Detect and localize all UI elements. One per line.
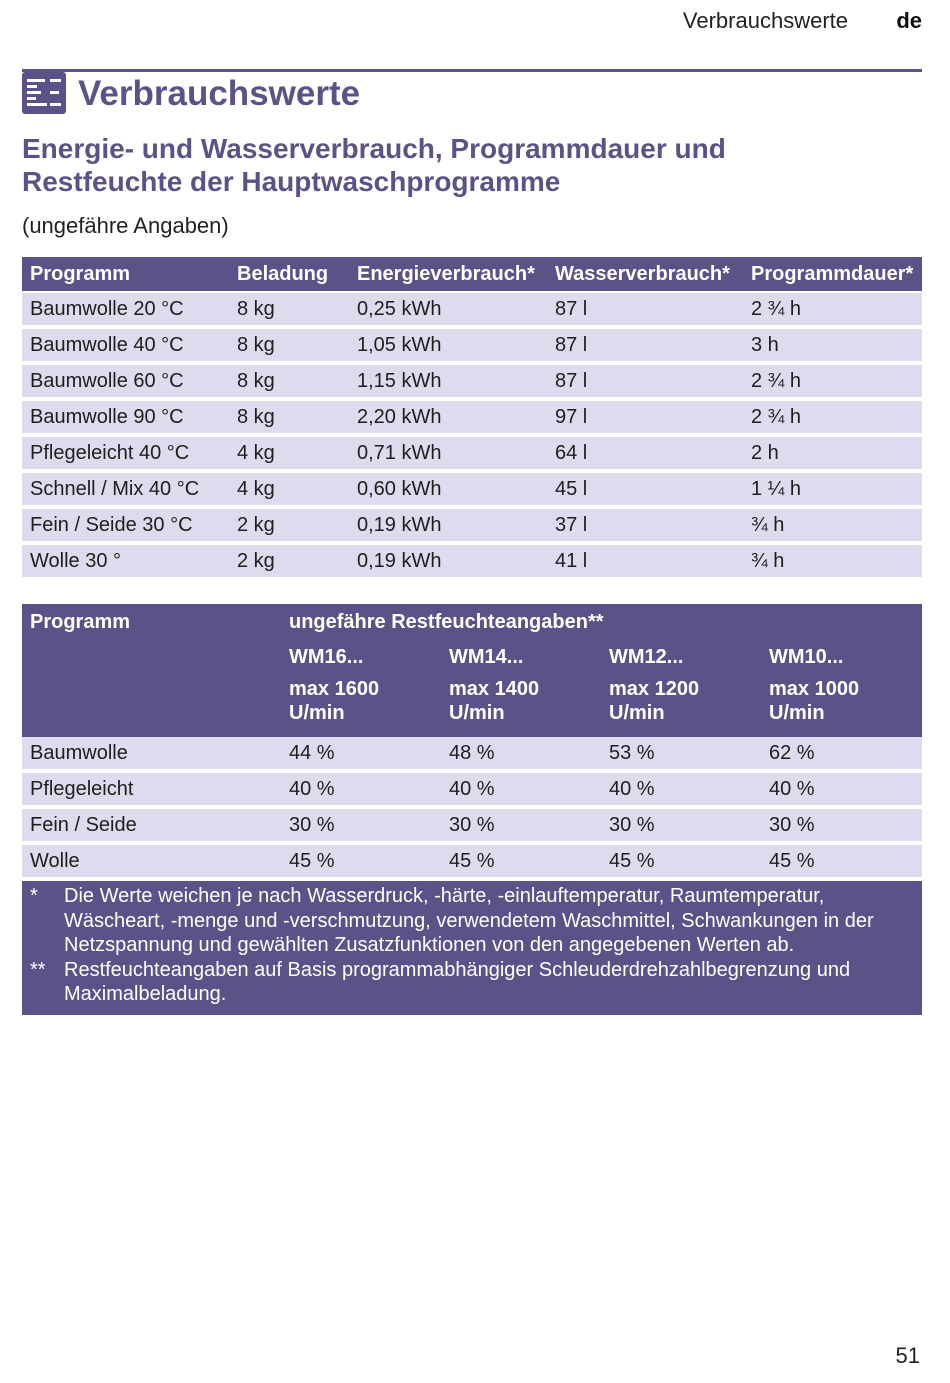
water-cell: 87 l — [547, 365, 743, 401]
column-header: Energieverbrauch* — [349, 257, 547, 293]
duration-cell: 2 h — [743, 437, 922, 473]
moisture-cell: 62 % — [761, 737, 922, 773]
load-cell: 2 kg — [229, 545, 349, 581]
table-row — [22, 473, 922, 509]
water-cell: 87 l — [547, 293, 743, 329]
speed-value: max 1200 — [609, 678, 700, 700]
consumption-values-icon — [22, 72, 66, 114]
energy-cell: 1,15 kWh — [349, 365, 547, 401]
speed-header-row — [22, 675, 922, 737]
table-row — [22, 845, 922, 881]
moisture-cell: 45 % — [761, 845, 922, 881]
model-header: WM10... — [761, 639, 922, 675]
water-cell: 37 l — [547, 509, 743, 545]
load-cell: 8 kg — [229, 401, 349, 437]
moisture-cell: 48 % — [441, 737, 601, 773]
moisture-cell: 40 % — [281, 773, 441, 809]
program-cell: Baumwolle — [22, 737, 281, 773]
section-title: Verbrauchswerte — [78, 74, 361, 113]
speed-unit: U/min — [769, 702, 825, 724]
speed-header — [281, 675, 441, 737]
speed-value: max 1000 — [769, 678, 860, 700]
moisture-cell: 30 % — [601, 809, 761, 845]
program-cell: Pflegeleicht — [22, 773, 281, 809]
footnote-mark: * — [30, 885, 38, 907]
footnotes — [22, 881, 922, 1015]
language-code: de — [896, 8, 922, 33]
program-cell: Pflegeleicht 40 °C — [22, 437, 229, 473]
energy-cell: 0,60 kWh — [349, 473, 547, 509]
subtitle-line-2: Restfeuchte der Hauptwaschprogramme — [22, 166, 561, 197]
table-row — [22, 329, 922, 365]
duration-cell: 2 ¾ h — [743, 293, 922, 329]
speed-unit: U/min — [289, 702, 345, 724]
moisture-cell: 30 % — [761, 809, 922, 845]
water-cell: 41 l — [547, 545, 743, 581]
water-cell: 87 l — [547, 329, 743, 365]
moisture-cell: 45 % — [601, 845, 761, 881]
moisture-cell: 40 % — [441, 773, 601, 809]
program-cell: Baumwolle 60 °C — [22, 365, 229, 401]
column-header: Programm — [22, 257, 229, 293]
running-header — [0, 8, 922, 36]
load-cell: 8 kg — [229, 329, 349, 365]
program-cell: Wolle — [22, 845, 281, 881]
table-header-row — [22, 604, 922, 639]
footnote-text: Restfeuchteangaben auf Basis programmabhängiger Schleuderdrehzahlbegrenzung und Maximalbeladung. — [64, 958, 851, 1005]
program-cell: Baumwolle 40 °C — [22, 329, 229, 365]
duration-cell: ¾ h — [743, 509, 922, 545]
running-header-title: Verbrauchswerte — [682, 8, 848, 33]
energy-cell: 0,19 kWh — [349, 545, 547, 581]
table-row — [22, 773, 922, 809]
speed-value: max 1400 — [449, 678, 540, 700]
table-row — [22, 809, 922, 845]
energy-cell: 2,20 kWh — [349, 401, 547, 437]
load-cell: 2 kg — [229, 509, 349, 545]
subtitle-line-1: Energie- und Wasserverbrauch, Programmdauer und — [22, 133, 726, 164]
footnote — [30, 884, 914, 958]
speed-value: max 1600 — [289, 678, 380, 700]
table-row — [22, 437, 922, 473]
program-cell: Wolle 30 ° — [22, 545, 229, 581]
model-header: WM14... — [441, 639, 601, 675]
column-header: Beladung — [229, 257, 349, 293]
table-row — [22, 365, 922, 401]
program-cell: Fein / Seide 30 °C — [22, 509, 229, 545]
program-cell: Fein / Seide — [22, 809, 281, 845]
footnote — [30, 958, 914, 1007]
moisture-cell: 44 % — [281, 737, 441, 773]
moisture-cell: 30 % — [441, 809, 601, 845]
duration-cell: ¾ h — [743, 545, 922, 581]
load-cell: 4 kg — [229, 473, 349, 509]
footnotes-row — [22, 881, 922, 1015]
water-cell: 64 l — [547, 437, 743, 473]
table-header-row — [22, 257, 922, 293]
column-header: Programmdauer* — [743, 257, 922, 293]
moisture-cell: 45 % — [441, 845, 601, 881]
duration-cell: 1 ¼ h — [743, 473, 922, 509]
energy-cell: 0,71 kWh — [349, 437, 547, 473]
water-cell: 45 l — [547, 473, 743, 509]
footnote-mark: ** — [30, 958, 46, 981]
load-cell: 8 kg — [229, 293, 349, 329]
page-number: 51 — [895, 1343, 920, 1368]
energy-cell: 1,05 kWh — [349, 329, 547, 365]
program-cell: Schnell / Mix 40 °C — [22, 473, 229, 509]
residual-moisture-table — [22, 604, 922, 1015]
footnote-text: Die Werte weichen je nach Wasserdruck, -härte, -einlauftemperatur, Raumtemperatur, Wäscheart, -menge und -verschmutzung, verwendetem Waschmittel, Schwankungen in der Netzspannung und gewählten Zusatzfunktionen von den angegebenen Werten ab. — [64, 885, 874, 956]
moisture-cell: 40 % — [601, 773, 761, 809]
program-cell: Baumwolle 90 °C — [22, 401, 229, 437]
moisture-cell: 45 % — [281, 845, 441, 881]
duration-cell: 2 ¾ h — [743, 401, 922, 437]
table-row — [22, 293, 922, 329]
table-row — [22, 401, 922, 437]
energy-cell: 0,25 kWh — [349, 293, 547, 329]
model-header-row — [22, 639, 922, 675]
consumption-table — [22, 257, 922, 581]
load-cell: 4 kg — [229, 437, 349, 473]
approximate-note: (ungefähre Angaben) — [22, 213, 229, 238]
table-row — [22, 509, 922, 545]
program-cell: Baumwolle 20 °C — [22, 293, 229, 329]
speed-header — [601, 675, 761, 737]
duration-cell: 3 h — [743, 329, 922, 365]
subtitle — [22, 132, 922, 198]
speed-header — [441, 675, 601, 737]
model-header: WM12... — [601, 639, 761, 675]
water-cell: 97 l — [547, 401, 743, 437]
moisture-cell: 40 % — [761, 773, 922, 809]
table-row — [22, 545, 922, 581]
load-cell: 8 kg — [229, 365, 349, 401]
group-header: ungefähre Restfeuchteangaben** — [281, 604, 922, 639]
moisture-cell: 53 % — [601, 737, 761, 773]
speed-unit: U/min — [449, 702, 505, 724]
speed-unit: U/min — [609, 702, 665, 724]
moisture-cell: 30 % — [281, 809, 441, 845]
table-row — [22, 737, 922, 773]
model-header: WM16... — [281, 639, 441, 675]
column-header: Wasserverbrauch* — [547, 257, 743, 293]
column-header: Programm — [22, 604, 281, 639]
duration-cell: 2 ¾ h — [743, 365, 922, 401]
energy-cell: 0,19 kWh — [349, 509, 547, 545]
speed-header — [761, 675, 922, 737]
